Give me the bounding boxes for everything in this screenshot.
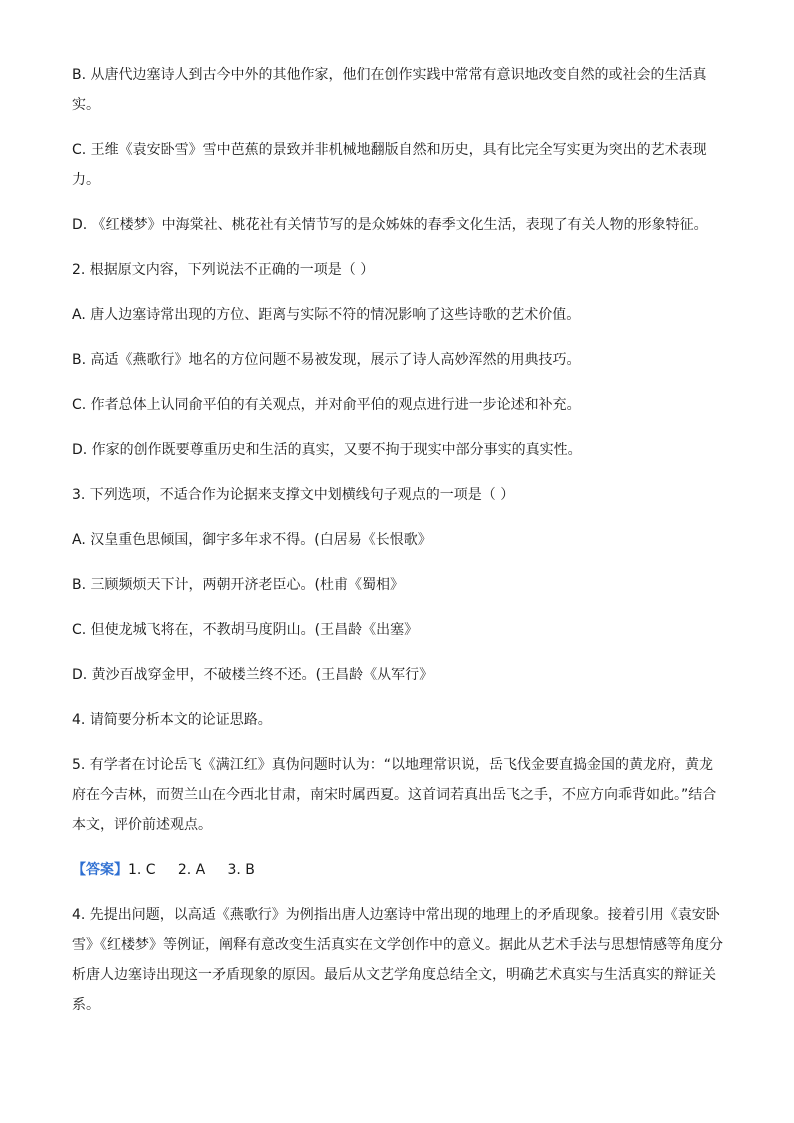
q3-option-c: C. 但使龙城飞将在，不教胡马度阴山。(王昌龄《出塞》 — [72, 622, 419, 638]
q2-option-c: C. 作者总体上认同俞平伯的有关观点，并对俞平伯的观点进行进一步论述和补充。 — [72, 397, 581, 413]
q1-option-b: B. 从唐代边塞诗人到古今中外的其他作家，他们在创作实践中常常有意识地改变自然的或社会的生活真实。 — [72, 67, 707, 113]
q4-stem: 4. 请简要分析本文的论证思路。 — [72, 712, 272, 728]
document-page — [72, 60, 724, 1020]
q2-option-a: A. 唐人边塞诗常出现的方位、距离与实际不符的情况影响了这些诗歌的艺术价值。 — [72, 307, 581, 323]
q2-option-d: D. 作家的创作既要尊重历史和生活的真实，又要不拘于现实中部分事实的真实性。 — [72, 442, 582, 458]
q1-option-c: C. 王维《袁安卧雪》雪中芭蕉的景致并非机械地翻版自然和历史，具有比完全写实更为突出的艺术表现力。 — [72, 142, 707, 188]
q2-stem: 2. 根据原文内容，下列说法不正确的一项是（ ） — [72, 262, 375, 278]
q2-option-b: B. 高适《燕歌行》地名的方位问题不易被发现，展示了诗人高妙浑然的用典技巧。 — [72, 352, 581, 368]
q3-stem: 3. 下列选项，不适合作为论据来支撑文中划横线句子观点的一项是（ ） — [72, 487, 515, 503]
analysis-q4: 4. 先提出问题，以高适《燕歌行》为例指出唐人边塞诗中常出现的地理上的矛盾现象。接着引用《袁安卧雪》《红楼梦》等例证，阐释有意改变生活真实在文学创作中的意义。据此从艺术手法与思想情感等角度分析唐人边塞诗出现这一矛盾现象的原因。最后从文艺学角度总结全文，明确艺术真实与生活真实的辩证关系。 — [72, 907, 723, 1013]
answer-items: 1. C 2. A 3. B — [128, 862, 255, 878]
q1-option-d: D. 《红楼梦》中海棠社、桃花社有关情节写的是众姊妹的春季文化生活，表现了有关人物的形象特征。 — [72, 217, 708, 233]
answer-tag: 【答案】 — [72, 862, 128, 878]
q3-option-a: A. 汉皇重色思倾国，御宇多年求不得。(白居易《长恨歌》 — [72, 532, 432, 548]
q3-option-d: D. 黄沙百战穿金甲，不破楼兰终不还。(王昌龄《从军行》 — [72, 667, 434, 683]
q5-stem: 5. 有学者在讨论岳飞《满江红》真伪问题时认为：“以地理常识说，岳飞伐金要直捣金国的黄龙府，黄龙府在今吉林，而贺兰山在今西北甘肃，南宋时属西夏。这首词若真出岳飞之手，不应方向乖背如此。”结合本文，评价前述观点。 — [72, 757, 717, 833]
answer-line — [72, 855, 724, 885]
q3-option-b: B. 三顾频烦天下计，两朝开济老臣心。(杜甫《蜀相》 — [72, 577, 404, 593]
